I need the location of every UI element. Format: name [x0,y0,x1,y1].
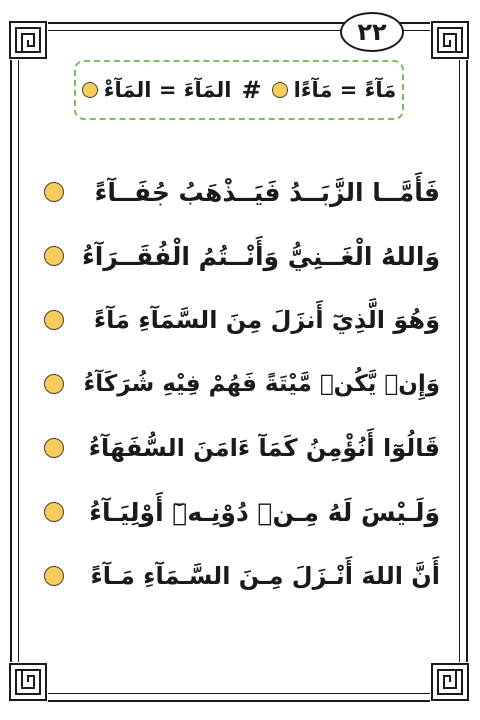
verse-text: وَهُوَ الَّذِيٓ أَنزَلَ مِنَ السَّمَآءِ مَآءً [93,306,440,334]
yellow-dot-icon [44,374,64,394]
rule-box [74,60,404,120]
verse-line [40,544,440,608]
verse-line [40,160,440,224]
yellow-dot-icon [44,566,64,586]
verse-line [40,224,440,288]
verse-text: وَلَـيْسَ لَهُ مِـنۢ دُوْنِـهٖٓ أَوْلِيَـآءُ [89,497,440,527]
verse-line [40,288,440,352]
verse-text: وَإِنۢ يَّكُنۢ مَّيْتَةً فَهُمْ فِيْهِ شُرَكَآءُ [83,371,440,397]
page-number: ٢٢ [357,18,387,46]
rule-separator: # [241,76,262,104]
corner-ornament-icon [8,20,48,60]
verse-text: وَاللهُ الْغَــنِيُّ وَأَنْــتُمُ الْفُقَــرَآءُ [82,241,440,271]
yellow-dot-icon [44,246,64,266]
rule-right-text: المَآءَ = المَآءْ [103,78,232,102]
corner-ornament-icon [430,20,470,60]
page-number-badge [340,12,404,52]
verse-text: قَالُوٓا أَنُؤْمِنُ كَمَآ ءَامَنَ السُّفَهَآءُ [88,434,440,462]
yellow-dot-icon [44,502,64,522]
yellow-dot-icon [44,182,64,202]
rule-left-text: مَآءً = مَآءًا [293,78,397,102]
yellow-dot-icon [44,438,64,458]
yellow-dot-icon [272,82,288,98]
verse-text: أَنَّ اللهَ أَنْـزَلَ مِـنَ السَّـمَآءِ مَـآءً [90,562,440,590]
verse-text: فَأَمَّــا الزَّبَــدُ فَيَــذْهَبُ جُفَــآءً [94,177,440,207]
yellow-dot-icon [82,82,98,98]
yellow-dot-icon [44,310,64,330]
corner-ornament-icon [430,662,470,702]
verse-list [40,160,440,608]
verse-line [40,416,440,480]
verse-line [40,480,440,544]
corner-ornament-icon [8,662,48,702]
verse-line [40,352,440,416]
